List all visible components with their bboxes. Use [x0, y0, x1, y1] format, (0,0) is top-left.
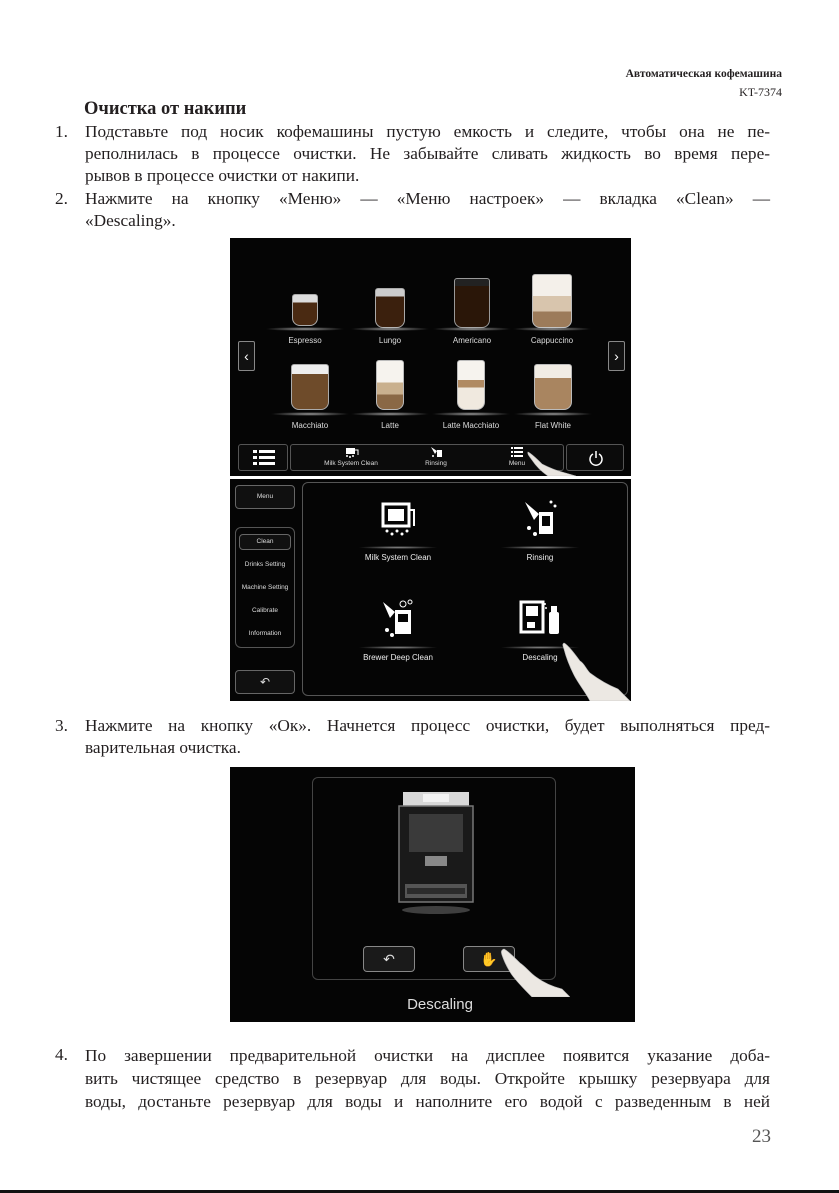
- menu-button[interactable]: Menu: [235, 485, 295, 509]
- step-4-line-1: По завершении предварительной очистки на дисплее появится указание доба-: [85, 1046, 770, 1065]
- glow: [500, 546, 580, 549]
- drink-label: Macchiato: [291, 421, 329, 430]
- section-title: Очистка от накипи: [84, 99, 247, 119]
- flat-white-glass-icon: [534, 364, 572, 410]
- step-1-text: [85, 121, 770, 187]
- tile-label: Descaling: [522, 653, 558, 662]
- drink-label: Latte Macchiato: [442, 421, 500, 430]
- glow: [350, 327, 430, 331]
- step-1-line-3: рывов в процессе очистки от накипи.: [85, 166, 360, 185]
- drink-label: Flat White: [534, 421, 571, 430]
- sidebar-item-information[interactable]: Information: [248, 630, 282, 637]
- latte-glass-icon: [376, 360, 404, 410]
- hand-icon: ✋: [480, 951, 498, 967]
- rinsing-label[interactable]: Rinsing: [425, 460, 447, 467]
- drink-label: Cappuccino: [530, 336, 574, 345]
- tile-label: Milk System Clean: [364, 553, 432, 562]
- tile-label: Brewer Deep Clean: [363, 653, 433, 662]
- back-arrow-icon: ↶: [383, 951, 395, 967]
- glow: [432, 327, 512, 331]
- sidebar-item-calibrate[interactable]: Calibrate: [251, 607, 278, 614]
- glow: [513, 412, 593, 416]
- lungo-glass-icon: [375, 288, 405, 328]
- menu-icon: [509, 446, 525, 461]
- chevron-right-icon[interactable]: ›: [608, 341, 625, 371]
- back-arrow-icon: ↶: [259, 675, 271, 689]
- sidebar-item-drinks-setting[interactable]: Drinks Setting: [244, 561, 286, 568]
- milk-system-clean-icon: [379, 498, 417, 538]
- descaling-screen: [230, 767, 635, 1022]
- settings-screen: [230, 479, 631, 701]
- step-2-number: 2.: [55, 189, 68, 208]
- sidebar: [235, 527, 295, 648]
- step-1-number: 1.: [55, 122, 68, 141]
- milk-clean-icon: [343, 446, 359, 461]
- pointing-hand-icon: [526, 450, 576, 476]
- doc-header-title: Автоматическая кофемашина: [625, 68, 782, 80]
- tile-label: Rinsing: [526, 553, 554, 562]
- back-button[interactable]: [363, 946, 415, 972]
- latte-macchiato-glass-icon: [457, 360, 485, 410]
- toolbar: [290, 444, 564, 471]
- power-icon: [588, 450, 604, 469]
- chevron-left-icon[interactable]: ‹: [238, 341, 255, 371]
- milk-clean-label[interactable]: Milk System Clean: [324, 460, 378, 467]
- step-3-text: [85, 715, 770, 759]
- glow: [270, 412, 350, 416]
- pointing-hand-icon: [560, 639, 630, 701]
- list-button[interactable]: [238, 444, 288, 471]
- glow: [431, 412, 511, 416]
- step-1-line-1: Подставьте под носик кофемашины пустую емкость и следите, чтобы она не пе-: [85, 122, 770, 141]
- step-2-line-2: «Descaling».: [85, 211, 176, 230]
- glow: [358, 546, 438, 549]
- step-1-line-2: реполнилась в процессе очистки. Не забывайте сливать жидкость во время пере-: [85, 144, 770, 163]
- drink-label: Lungo: [378, 336, 402, 345]
- step-3-line-1: Нажмите на кнопку «Ок». Начнется процесс очистки, будет выполняться пред-: [85, 716, 770, 735]
- step-4-line-2: вить чистящее средство в резервуар для воды. Откройте крышку резервуара для: [85, 1069, 770, 1088]
- americano-glass-icon: [454, 278, 490, 328]
- step-3-line-2: варительная очистка.: [85, 738, 241, 757]
- sidebar-item-clean[interactable]: Clean: [239, 534, 291, 550]
- rinsing-icon: [521, 498, 561, 540]
- step-2-text: [85, 188, 770, 232]
- glow: [358, 646, 438, 649]
- step-2-line-1: Нажмите на кнопку «Меню» — «Меню настроек» — вкладка «Clean» —: [85, 189, 770, 208]
- screen-caption: Descaling: [407, 996, 473, 1013]
- descaling-icon: [519, 598, 563, 640]
- page-number: 23: [752, 1126, 771, 1147]
- drink-label: Espresso: [288, 336, 322, 345]
- step-3-number: 3.: [55, 716, 68, 735]
- doc-header-model: KT-7374: [739, 85, 782, 99]
- espresso-glass-icon: [292, 294, 318, 326]
- pointing-hand-icon: [498, 945, 570, 997]
- coffee-machine-icon: [395, 792, 477, 916]
- drink-label: Latte: [381, 421, 399, 430]
- glow: [265, 327, 345, 331]
- home-screen: [230, 238, 631, 476]
- glow: [512, 327, 592, 331]
- menu-label[interactable]: Menu: [508, 460, 526, 467]
- glow: [350, 412, 430, 416]
- step-4-number: 4.: [55, 1045, 68, 1064]
- rinsing-icon: [429, 446, 445, 461]
- cappuccino-glass-icon: [532, 274, 572, 328]
- macchiato-glass-icon: [291, 364, 329, 410]
- step-4-text: [85, 1044, 770, 1113]
- drink-label: Americano: [452, 336, 492, 345]
- step-4-line-3: воды, достаньте резервуар для воды и наполните его водой с разведенным в ней: [85, 1092, 770, 1111]
- brewer-deep-clean-icon: [379, 598, 419, 640]
- sidebar-item-machine-setting[interactable]: Machine Setting: [241, 584, 289, 591]
- list-icon: [253, 448, 275, 468]
- back-button[interactable]: [235, 670, 295, 694]
